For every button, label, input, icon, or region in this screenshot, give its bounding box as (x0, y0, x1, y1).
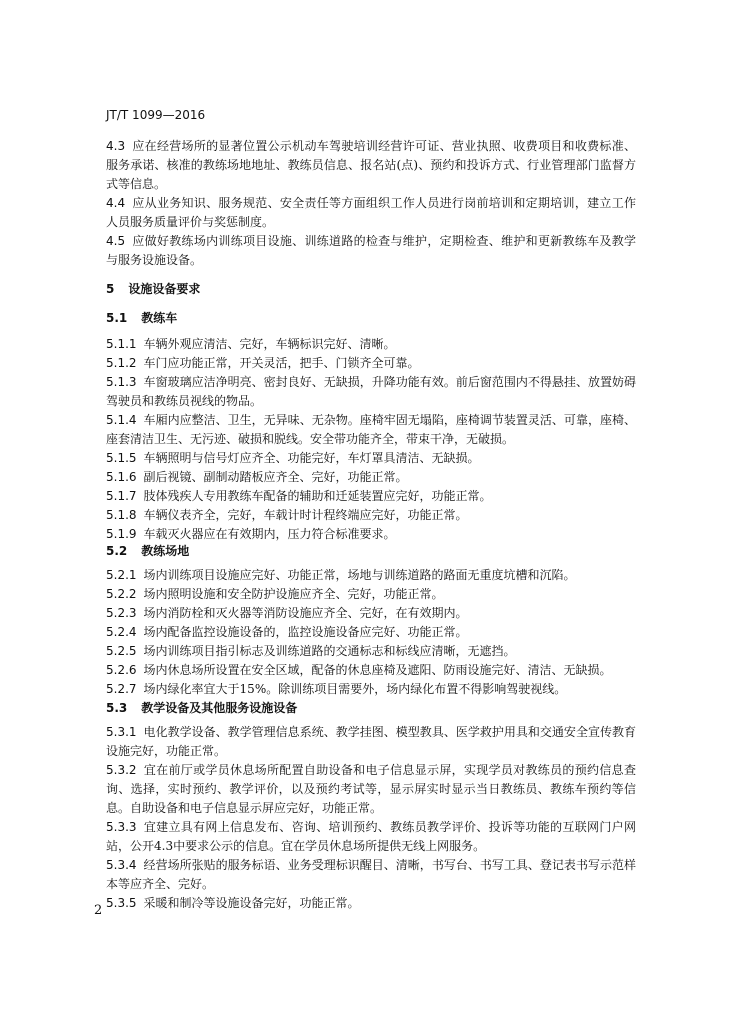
clause-5-2-7: 5.2.7 场内绿化率宜大于15%。除训练项目需要外，场内绿化布置不得影响驾驶视线。 (106, 682, 567, 696)
page-number: 2 (94, 903, 103, 918)
section-5-1 (106, 335, 636, 544)
clause-5-3-1: 5.3.1 电化教学设备、教学管理信息系统、教学挂图、模型教具、医学救护用具和交通安全宣传教育设施完好，功能正常。 (106, 725, 636, 758)
clause-5-3-3: 5.3.3 宜建立具有网上信息发布、咨询、培训预约、教练员教学评价、投诉等功能的互联网门户网站，公开4.3中要求公示的信息。宜在学员休息场所提供无线上网服务。 (106, 820, 636, 853)
heading-5-1: 5.1 教练车 (106, 311, 178, 325)
section-5-3 (106, 723, 636, 913)
clause-5-1-4: 5.1.4 车厢内应整洁、卫生，无异味、无杂物。座椅牢固无塌陷，座椅调节装置灵活、可靠，座椅、座套清洁卫生、无污迹、破损和脱线。安全带功能齐全，带束干净，无破损。 (106, 413, 636, 446)
clause-4-5: 4.5 应做好教练场内训练项目设施、训练道路的检查与维护，定期检查、维护和更新教练车及教学与服务设施设备。 (106, 234, 636, 267)
clause-5-2-2: 5.2.2 场内照明设施和安全防护设施应齐全、完好，功能正常。 (106, 587, 444, 601)
standard-code-header: JT/T 1099—2016 (106, 108, 206, 122)
clause-5-1-2: 5.1.2 车门应功能正常，开关灵活，把手、门锁齐全可靠。 (106, 356, 420, 370)
clause-5-1-8: 5.1.8 车辆仪表齐全，完好，车载计时计程终端应完好，功能正常。 (106, 508, 468, 522)
heading-5-3: 5.3 教学设备及其他服务设施设备 (106, 701, 298, 715)
section-4-tail (106, 137, 636, 270)
clause-5-2-5: 5.2.5 场内训练项目指引标志及训练道路的交通标志和标线应清晰，无遮挡。 (106, 644, 516, 658)
clause-5-2-4: 5.2.4 场内配备监控设施设备的，监控设施设备应完好、功能正常。 (106, 625, 468, 639)
clause-4-3: 4.3 应在经营场所的显著位置公示机动车驾驶培训经营许可证、营业执照、收费项目和收费标准、服务承诺、核准的教练场地地址、教练员信息、报名站(点)、预约和投诉方式、行业管理部门监督方式等信息。 (106, 139, 636, 191)
clause-5-1-1: 5.1.1 车辆外观应清洁、完好，车辆标识完好、清晰。 (106, 337, 396, 351)
clause-5-2-3: 5.2.3 场内消防栓和灭火器等消防设施应齐全、完好，在有效期内。 (106, 606, 468, 620)
section-5-2 (106, 566, 636, 699)
clause-5-1-3: 5.1.3 车窗玻璃应洁净明亮、密封良好、无缺损，升降功能有效。前后窗范围内不得悬挂、放置妨碍驾驶员和教练员视线的物品。 (106, 375, 636, 408)
clause-5-1-9: 5.1.9 车载灭火器应在有效期内，压力符合标准要求。 (106, 527, 396, 541)
heading-5-2: 5.2 教练场地 (106, 544, 190, 558)
clause-5-3-2: 5.3.2 宜在前厅或学员休息场所配置自助设备和电子信息显示屏，实现学员对教练员的预约信息查询、选择，实时预约、教学评价，以及预约考试等，显示屏实时显示当日教练员、教练车预约等信息。自助设备和电子信息显示屏应完好，功能正常。 (106, 763, 636, 815)
clause-5-3-4: 5.3.4 经营场所张贴的服务标语、业务受理标识醒目、清晰，书写台、书写工具、登记表书写示范样本等应齐全、完好。 (106, 858, 636, 891)
clause-5-3-5: 5.3.5 采暖和制冷等设施设备完好，功能正常。 (106, 896, 360, 910)
clause-5-1-5: 5.1.5 车辆照明与信号灯应齐全、功能完好，车灯罩具清洁、无缺损。 (106, 451, 480, 465)
clause-5-2-6: 5.2.6 场内休息场所设置在安全区域，配备的休息座椅及遮阳、防雨设施完好、清洁、无缺损。 (106, 663, 612, 677)
clause-4-4: 4.4 应从业务知识、服务规范、安全责任等方面组织工作人员进行岗前培训和定期培训，建立工作人员服务质量评价与奖惩制度。 (106, 196, 636, 229)
clause-5-1-6: 5.1.6 副后视镜、副制动踏板应齐全、完好，功能正常。 (106, 470, 408, 484)
heading-5: 5 设施设备要求 (106, 282, 201, 296)
clause-5-1-7: 5.1.7 肢体残疾人专用教练车配备的辅助和迁延装置应完好，功能正常。 (106, 489, 492, 503)
clause-5-2-1: 5.2.1 场内训练项目设施应完好、功能正常，场地与训练道路的路面无重度坑槽和沉陷。 (106, 568, 576, 582)
